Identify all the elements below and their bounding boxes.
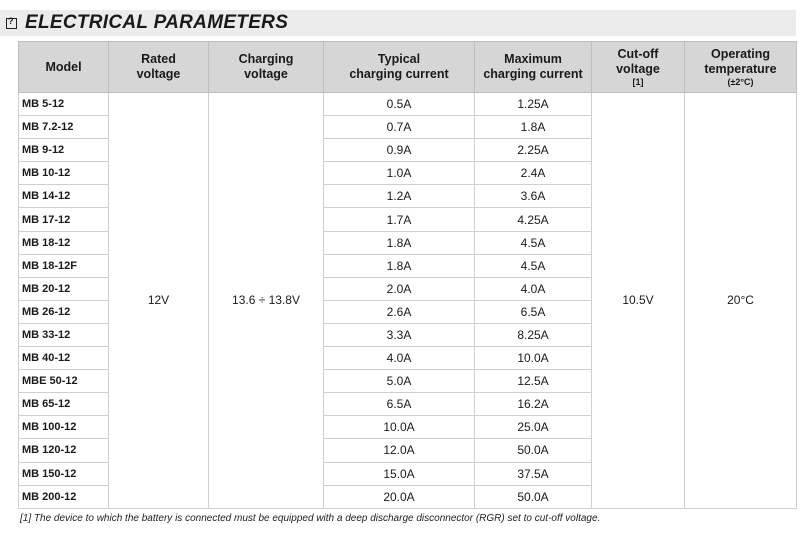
cell-model: MB 7.2-12 xyxy=(19,116,109,139)
cell-max-current: 50.0A xyxy=(475,485,592,508)
header-max-current: Maximum charging current xyxy=(475,42,592,93)
footnote-divider xyxy=(18,508,796,509)
cell-model: MB 40-12 xyxy=(19,347,109,370)
cell-typical-current: 1.8A xyxy=(324,231,475,254)
cell-typical-current: 0.5A xyxy=(324,93,475,116)
header-cutoff-voltage: Cut-off voltage [1] xyxy=(592,42,685,93)
cell-max-current: 10.0A xyxy=(475,347,592,370)
cell-max-current: 4.5A xyxy=(475,231,592,254)
cell-max-current: 2.4A xyxy=(475,162,592,185)
cell-max-current: 6.5A xyxy=(475,300,592,323)
cell-typical-current: 2.6A xyxy=(324,300,475,323)
cell-model: MB 18-12F xyxy=(19,254,109,277)
cell-cutoff-voltage: 10.5V xyxy=(592,93,685,509)
cell-max-current: 4.5A xyxy=(475,254,592,277)
info-icon xyxy=(6,18,17,29)
cell-max-current: 12.5A xyxy=(475,370,592,393)
cell-rated-voltage: 12V xyxy=(109,93,209,509)
cell-max-current: 8.25A xyxy=(475,323,592,346)
cell-model: MB 20-12 xyxy=(19,277,109,300)
cell-typical-current: 20.0A xyxy=(324,485,475,508)
cell-max-current: 2.25A xyxy=(475,139,592,162)
footnote: [1] The device to which the battery is connected must be equipped with a deep discharge disconnector (RGR) set to cut-off voltage. xyxy=(20,513,601,524)
cell-max-current: 16.2A xyxy=(475,393,592,416)
cell-model: MB 18-12 xyxy=(19,231,109,254)
cell-model: MB 200-12 xyxy=(19,485,109,508)
header-rated-voltage: Rated voltage xyxy=(109,42,209,93)
cell-charging-voltage: 13.6 ÷ 13.8V xyxy=(209,93,324,509)
cell-max-current: 50.0A xyxy=(475,439,592,462)
header-typical-current: Typical charging current xyxy=(324,42,475,93)
cell-max-current: 3.6A xyxy=(475,185,592,208)
cell-max-current: 4.0A xyxy=(475,277,592,300)
cell-typical-current: 4.0A xyxy=(324,347,475,370)
table-header-row xyxy=(19,42,797,93)
cell-model: MB 9-12 xyxy=(19,139,109,162)
cell-model: MB 17-12 xyxy=(19,208,109,231)
cell-typical-current: 0.7A xyxy=(324,116,475,139)
table-row xyxy=(19,93,797,116)
section-title: ELECTRICAL PARAMETERS xyxy=(25,12,289,33)
cell-typical-current: 2.0A xyxy=(324,277,475,300)
cell-typical-current: 1.2A xyxy=(324,185,475,208)
cell-model: MB 65-12 xyxy=(19,393,109,416)
cell-model: MB 33-12 xyxy=(19,323,109,346)
cell-model: MB 5-12 xyxy=(19,93,109,116)
cell-typical-current: 15.0A xyxy=(324,462,475,485)
cell-typical-current: 0.9A xyxy=(324,139,475,162)
header-model: Model xyxy=(19,42,109,93)
cell-typical-current: 12.0A xyxy=(324,439,475,462)
cell-typical-current: 10.0A xyxy=(324,416,475,439)
cell-max-current: 1.25A xyxy=(475,93,592,116)
cell-model: MB 14-12 xyxy=(19,185,109,208)
cell-model: MB 100-12 xyxy=(19,416,109,439)
cell-typical-current: 1.8A xyxy=(324,254,475,277)
cell-typical-current: 1.7A xyxy=(324,208,475,231)
cell-model: MB 120-12 xyxy=(19,439,109,462)
cell-max-current: 37.5A xyxy=(475,462,592,485)
cell-typical-current: 1.0A xyxy=(324,162,475,185)
header-operating-temperature: Operating temperature (±2°C) xyxy=(685,42,797,93)
cell-typical-current: 5.0A xyxy=(324,370,475,393)
cell-model: MB 26-12 xyxy=(19,300,109,323)
cell-typical-current: 6.5A xyxy=(324,393,475,416)
cell-max-current: 4.25A xyxy=(475,208,592,231)
electrical-parameters-table xyxy=(18,41,797,509)
table-body xyxy=(19,93,797,509)
cell-model: MB 10-12 xyxy=(19,162,109,185)
cell-operating-temperature: 20°C xyxy=(685,93,797,509)
cell-model: MB 150-12 xyxy=(19,462,109,485)
cell-typical-current: 3.3A xyxy=(324,323,475,346)
cell-model: MBE 50-12 xyxy=(19,370,109,393)
cell-max-current: 25.0A xyxy=(475,416,592,439)
header-charging-voltage: Charging voltage xyxy=(209,42,324,93)
cell-max-current: 1.8A xyxy=(475,116,592,139)
section-header xyxy=(0,10,796,36)
